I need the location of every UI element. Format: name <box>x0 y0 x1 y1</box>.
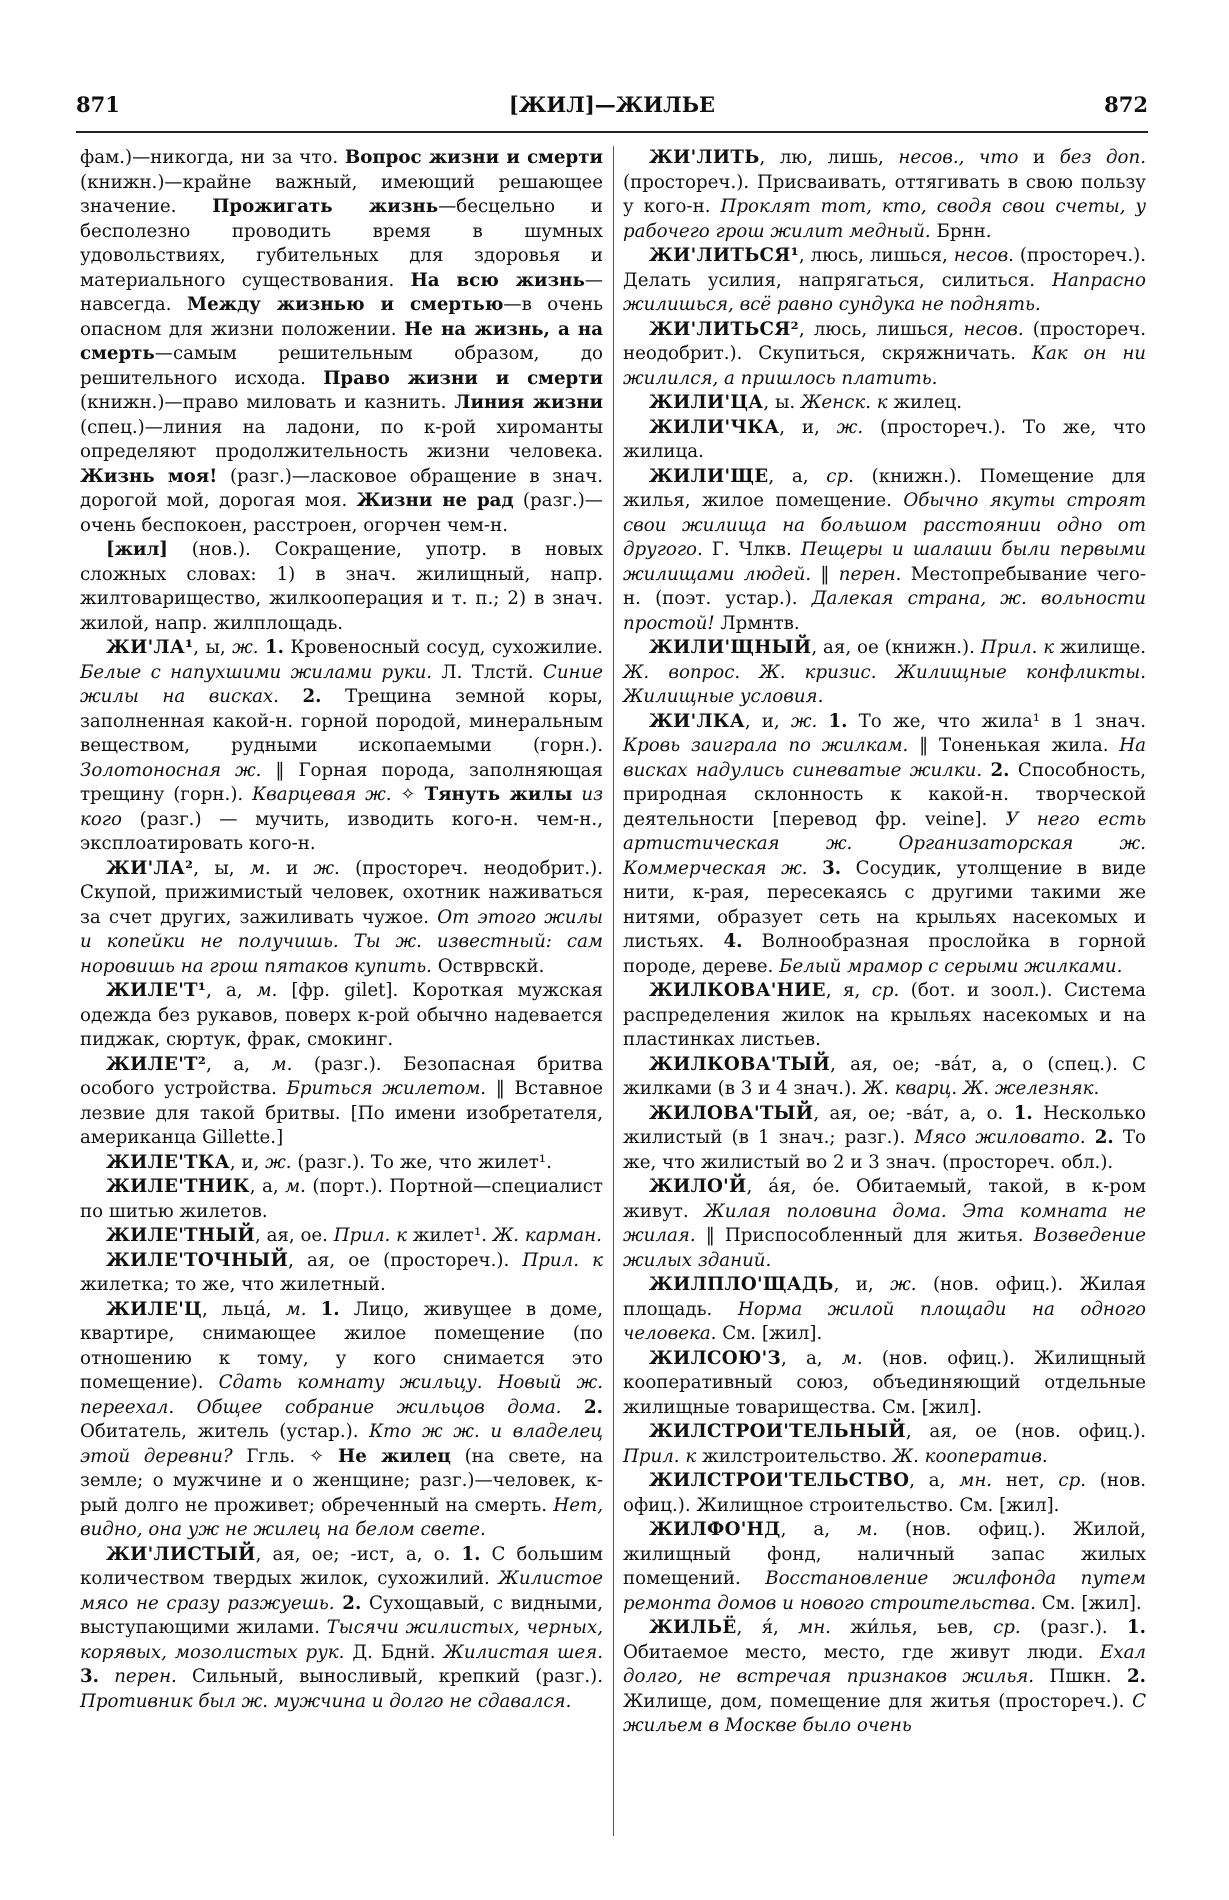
entry-text: (простореч. неодобрит.). Скупой, прижимистый человек, охотник наживаться за счет других, зажиливать чужое. <box>80 857 604 928</box>
dictionary-entry <box>80 1224 603 1249</box>
running-head: [ЖИЛ]—ЖИЛЬЕ <box>508 91 716 117</box>
dictionary-entry <box>623 416 1146 465</box>
entry-text: 1. <box>828 710 848 732</box>
headword: ЖИЛЬЁ <box>649 1617 737 1638</box>
headword: ЖИЛФО'НД <box>649 1519 781 1540</box>
entry-text: Несколько жилистый (в 1 знач.; разг.). <box>623 1102 1146 1148</box>
entry-text: См. [жил]. <box>1035 1592 1142 1614</box>
entry-text: С большим количеством твердых жилок, сухожилий. <box>80 1543 604 1589</box>
entry-text: ‖ Вставное лезвие для такой бритвы. [По имени изобретателя, американца Gillette.] <box>80 1078 604 1148</box>
entry-text: (разг.). <box>1020 1617 1127 1638</box>
entry-text: —навсегда. <box>80 269 603 315</box>
entry-text: без доп. <box>1059 147 1147 168</box>
headword: ЖИЛЕ'Т² <box>106 1053 207 1075</box>
dictionary-entry <box>623 1469 1146 1518</box>
entry-text: Жилая половина дома. Эта комната не жилая. <box>623 1200 1146 1246</box>
entry-text: , ая, ое; -ва́т, а, о (спец.). С жилками (в 3 и 4 знач.). <box>623 1053 1146 1099</box>
entry-text: Жилистая шея. <box>443 1641 603 1663</box>
entry-text: (разг.). Безопасная бритва особого устройства. <box>80 1053 604 1099</box>
entry-text: Лрмнтв. <box>714 612 800 634</box>
entry-text: , ы. <box>763 392 801 413</box>
entry-text: Л. Тлстй. <box>432 661 543 683</box>
entry-text: , люсь, лишься, <box>798 318 964 340</box>
entry-text: 2. <box>584 1396 603 1418</box>
entry-text: , я, <box>825 980 872 1001</box>
entry-text: Белые с напухшими жилами руки. <box>80 661 433 683</box>
dictionary-entry <box>623 1053 1146 1102</box>
dictionary-entry <box>623 1616 1146 1739</box>
entry-text: жилстроительство. <box>696 1445 893 1467</box>
entry-text: , а, <box>780 1519 858 1540</box>
headword: ЖИЛИ'ЧКА <box>649 416 780 438</box>
entry-text: 1. <box>1127 1617 1146 1638</box>
entry-text: ср. <box>826 465 854 487</box>
headword: ЖИЛКОВА'НИЕ <box>649 980 826 1001</box>
entry-text: , а, <box>768 465 827 487</box>
headword: ЖИ'ЛА¹ <box>106 637 194 658</box>
entry-text: 1. <box>264 637 284 658</box>
entry-text: и <box>270 857 314 879</box>
left-page-number: 871 <box>76 91 120 117</box>
entry-text: м. <box>249 857 271 879</box>
entry-text <box>561 1397 584 1418</box>
dictionary-entry <box>80 1053 603 1151</box>
entry-text: , а, <box>249 1176 286 1197</box>
entry-text: 2. <box>302 686 322 707</box>
entry-text: Кварцевая ж. <box>252 784 392 805</box>
entry-text: фам.)—никогда, ни за что. <box>80 147 345 168</box>
dictionary-entry <box>80 1543 603 1715</box>
entry-text: ср. <box>993 1617 1021 1638</box>
entry-text <box>982 760 990 781</box>
entry-text: Ж. вопрос. Ж. кризис. Жилищные конфликты. Жилищные условия. <box>623 661 1146 707</box>
headword: ЖИЛСОЮ'З <box>649 1347 781 1369</box>
entry-text: жилец. <box>887 392 963 413</box>
entry-text: , ая, ое; -ист, а, о. <box>255 1543 462 1565</box>
entry-text: , и, <box>833 1274 891 1295</box>
entry-text: (простореч. неодобрит.). Скупиться, скряжничать. <box>623 318 1146 364</box>
entry-text: 2. <box>1094 1127 1114 1148</box>
entry-text: Жизнь моя! <box>80 465 218 487</box>
dictionary-entry <box>623 1273 1146 1347</box>
entry-text: Обитаемое место, место, где живут люди. <box>623 1641 1101 1663</box>
entry-text: Сухощавый, с видными, выступающими жилами. <box>80 1592 604 1638</box>
headword: ЖИЛПЛО'ЩАДЬ <box>649 1274 834 1295</box>
dictionary-entry <box>623 1420 1146 1469</box>
entry-text: То же, что жила¹ в 1 знач. <box>847 710 1146 732</box>
entry-text: Вопрос жизни и смерти <box>344 147 603 168</box>
entry-text: , и, <box>744 710 791 732</box>
headword: ЖИЛЕ'Т¹ <box>106 980 207 1001</box>
entry-text: —бесцельно и бесполезно проводить время в шумных удовольствиях, губительных для здоровья и материального существования. <box>80 196 604 291</box>
entry-text: ж. <box>790 710 818 732</box>
dictionary-entry <box>80 636 603 857</box>
entry-text: Бриться жилетом. <box>286 1078 487 1099</box>
headword: ЖИ'ЛА² <box>106 857 194 879</box>
entry-text <box>279 686 303 707</box>
entry-text: Пшкн. <box>1034 1666 1128 1687</box>
entry-text: ‖ Горная порода, заполняющая трещину (горн.). <box>80 759 603 805</box>
headword: ЖИ'ЛИСТЫЙ <box>106 1543 256 1565</box>
entry-text: м. <box>256 980 278 1001</box>
entry-text: ✧ <box>391 784 425 805</box>
entry-text: 3. <box>822 857 842 879</box>
entry-text: , а́я, о́е. Обитаемый, такой, в к-ром живут. <box>623 1176 1146 1222</box>
entry-text: несов. <box>953 245 1014 266</box>
entry-text: Напрасно жилишься, всё равно сундука не поднять. <box>623 269 1146 315</box>
headword: ЖИ'ЛКА <box>649 710 745 732</box>
right-column <box>623 146 1146 1739</box>
entry-text: (спец.)—линия на ладони, по к-рой хироманты определяют продолжительность жизни человека. <box>80 416 603 462</box>
entry-text: , ы, <box>193 637 233 658</box>
entry-text: Кровь заиграла по жилкам. <box>623 735 909 756</box>
headword: ЖИЛКОВА'ТЫЙ <box>649 1053 831 1075</box>
entry-text: То же, что жилистый во 2 и 3 знач. (простореч. обл.). <box>623 1127 1146 1173</box>
entry-text: Тянуть жилы <box>424 784 573 805</box>
entry-text: От этого жилы и копейки не получишь. Ты ж. известный: сам норовишь на грош пятаков купить. <box>80 906 603 977</box>
entry-text: Золотоносная ж. <box>80 759 262 781</box>
dictionary-entry <box>80 146 603 538</box>
headword: ЖИЛО'Й <box>649 1176 747 1197</box>
entry-text: несов. <box>963 318 1024 340</box>
entry-text: и <box>1018 147 1060 168</box>
entry-text: У него есть артистическая ж. Организаторская ж. Коммерческая ж. <box>623 808 1146 879</box>
entry-text: Ж. кооператив. <box>892 1445 1048 1467</box>
entry-text: , я́, <box>736 1617 799 1638</box>
entry-text: Обитатель, житель (устар.). <box>80 1421 370 1442</box>
entry-text <box>1086 1127 1095 1148</box>
entry-text <box>99 1666 114 1687</box>
entry-text: Брнн. <box>930 220 992 242</box>
entry-text: ж. <box>313 857 340 879</box>
headword: ЖИЛИ'ЩЕ <box>649 465 769 487</box>
entry-text <box>817 711 828 732</box>
entry-text: ‖ <box>811 563 839 585</box>
headword: ЖИ'ЛИТЬСЯ¹ <box>649 245 799 266</box>
dictionary-entry <box>623 1175 1146 1273</box>
headword: ЖИЛСТРОИ'ТЕЛЬСТВО <box>649 1470 910 1491</box>
entry-text: жи́лья, ьев, <box>830 1617 994 1638</box>
entry-text: Жизни не рад <box>356 490 514 511</box>
entry-text: Трещина земной коры, заполненная какой-н. горной породой, минеральным веществом, рудными ископаемыми (горн.). <box>80 686 603 756</box>
entry-text: —самым решительным образом, до решительного исхода. <box>80 343 603 389</box>
entry-text: м. <box>841 1347 863 1369</box>
entry-text: См. [жил]. <box>716 1323 823 1344</box>
entry-text: (нов. офиц.). Жилищный кооперативный союз, объединяющий отдельные жилищные товарищества. См. [жил]. <box>623 1347 1146 1418</box>
headword: ЖИЛЕ'ТОЧНЫЙ <box>106 1249 289 1271</box>
entry-text: (разг.). То же, что жилет¹. <box>291 1151 552 1173</box>
entry-text: Женск. к <box>800 392 888 413</box>
entry-text: На висках надулись синеватые жилки. <box>623 735 1146 781</box>
entry-text: Ехал долго, не встречая признаков жилья. <box>623 1641 1146 1687</box>
entry-text: м. <box>271 1053 293 1075</box>
entry-text: Сильный, выносливый, крепкий (разг.). <box>176 1666 603 1687</box>
right-page-number: 872 <box>1104 91 1148 117</box>
entry-text: ср. <box>871 980 900 1001</box>
entry-text: Возведение жилых зданий. <box>623 1225 1146 1271</box>
entry-text: перен. <box>114 1666 177 1687</box>
entry-text: Не на жизнь, а на смерть <box>80 318 604 364</box>
entry-text: Прил. к <box>623 1445 697 1467</box>
left-column <box>80 146 603 1714</box>
entry-text: На всю жизнь <box>410 269 585 291</box>
entry-text: Способность, природная склонность к какой-н. творческой деятельности [перевод фр. veine]. <box>623 759 1146 830</box>
dictionary-entry <box>623 318 1146 392</box>
entry-text: (разг.)—очень беспокоен, расстроен, огорчен чем-н. <box>80 490 603 536</box>
entry-text: —в очень опасном для жизни положении. <box>80 294 603 340</box>
entry-text: Г. Члкв. <box>702 539 801 560</box>
headword: ЖИЛСТРОИ'ТЕЛЬНЫЙ <box>649 1421 906 1442</box>
entry-text: Д. Бднй. <box>344 1641 444 1663</box>
headword: ЖИЛОВА'ТЫЙ <box>649 1102 814 1124</box>
entry-text: Прил. к <box>980 637 1055 658</box>
entry-text: Местопребывание чего-н. (поэт. устар.). <box>623 563 1146 609</box>
entry-text: 1. <box>461 1543 481 1565</box>
dictionary-entry <box>623 465 1146 637</box>
entry-text: , и, <box>779 416 837 438</box>
entry-text: Противник был ж. мужчина и долго не сдавался. <box>80 1690 572 1712</box>
entry-text: 2. <box>990 759 1010 781</box>
entry-text <box>808 858 823 879</box>
entry-text: Восстановление жилфонда путем ремонта домов и нового строительства. <box>623 1568 1146 1614</box>
entry-text: Тысячи жилистых, черных, корявых, мозолистых рук. <box>80 1617 603 1663</box>
dictionary-entry <box>80 1298 603 1543</box>
dictionary-entry <box>623 1347 1146 1421</box>
entry-text: Как он ни жилился, а пришлось платить. <box>623 343 1147 389</box>
entry-text: (простореч.). Делать усилия, напрягаться, силиться. <box>623 245 1146 291</box>
dictionary-entry <box>80 1151 603 1176</box>
entry-text: , лю, лишь, <box>759 147 899 168</box>
entry-text: (на свете, на земле; о мужчине и о женщине; разг.)—человек, к-рый долго не проживет; обреченный на смерть. <box>80 1445 603 1516</box>
entry-text: [фр. gilet]. Короткая мужская одежда без рукавов, поверх к-рой обычно надевается пиджак, сюртук, фрак, смокинг. <box>80 980 604 1050</box>
entry-text: Право жизни и смерти <box>323 367 603 389</box>
entry-text: [жил] <box>106 539 168 560</box>
entry-text: ср. <box>1058 1470 1087 1491</box>
entry-text: 2. <box>1127 1666 1147 1687</box>
page-header <box>76 84 1148 124</box>
entry-text: 2. <box>342 1592 362 1614</box>
entry-text: , ая, ое (простореч.). <box>288 1249 523 1271</box>
entry-text <box>307 1299 321 1320</box>
dictionary-entry <box>623 1102 1146 1176</box>
entry-text: ж. <box>232 637 259 658</box>
entry-text: (книжн.)—право миловать и казнить. <box>80 392 455 413</box>
entry-text: м. <box>857 1519 878 1540</box>
entry-text: , люсь, лишься, <box>798 245 954 266</box>
headword: ЖИЛИ'ЩНЫЙ <box>649 637 812 658</box>
dictionary-entry <box>623 146 1146 244</box>
dictionary-entry <box>80 857 603 980</box>
entry-text: Синие жилы на висках. <box>80 661 603 707</box>
entry-text: мн. <box>959 1470 993 1491</box>
headword: ЖИЛЕ'ТКА <box>106 1151 230 1173</box>
entry-text: Обычно якуты строят свои жилища на большом расстоянии одно от другого. <box>623 490 1146 560</box>
headword: ЖИ'ЛИТЬ <box>649 147 760 168</box>
entry-text: м. <box>285 1176 306 1197</box>
dictionary-entry <box>80 1249 603 1298</box>
column-divider <box>613 146 614 1836</box>
entry-text: Линия жизни <box>454 392 604 413</box>
entry-text: Кто ж ж. и владелец этой деревни? <box>80 1421 603 1467</box>
entry-text: (простореч.). Присваивать, оттягивать в свою пользу у кого-н. <box>623 171 1146 217</box>
entry-text: перен. <box>838 563 902 585</box>
entry-text: Ж. кварц. Ж. железняк. <box>862 1078 1100 1099</box>
dictionary-entry <box>623 979 1146 1053</box>
entry-text: Сдать комнату жильцу. Новый ж. переехал. Общее собрание жильцов дома. <box>80 1372 603 1418</box>
entry-text: , ая, ое. <box>255 1225 334 1246</box>
entry-text: Норма жилой площади на одного человека. <box>623 1298 1146 1344</box>
entry-text: (бот. и зоол.). Система распределения жилок на крыльях насекомых и на пластинках листьев. <box>623 980 1146 1050</box>
entry-text: Волнообразная прослойка в горной породе, дереве. <box>623 931 1146 977</box>
entry-text: , и, <box>229 1151 266 1173</box>
entry-text: Прил. к <box>522 1249 603 1271</box>
entry-text: Прожигать жизнь <box>212 196 439 217</box>
entry-text: Ггль. ✧ <box>232 1445 339 1467</box>
entry-text: , а, <box>206 1053 272 1075</box>
entry-text: Далекая страна, ж. вольности простой! <box>623 588 1146 634</box>
entry-text: Лицо, живущее в доме, квартире, снимающее жилое помещение (по отношению к тому, у кого снимается это помещение). <box>80 1298 603 1393</box>
headword: ЖИЛЕ'ТНИК <box>106 1176 250 1197</box>
entry-text: 1. <box>1013 1102 1033 1124</box>
entry-text: из кого <box>80 784 603 830</box>
headword: ЖИЛИ'ЦА <box>649 392 764 413</box>
entry-text: жилетка; то же, что жилетный. <box>80 1274 386 1295</box>
dictionary-entry <box>623 636 1146 710</box>
entry-text: Между жизнью и смертью <box>186 294 504 315</box>
entry-text: , а, <box>909 1470 960 1491</box>
dictionary-entry <box>623 710 1146 980</box>
entry-text: (разг.) — мучить, изводить кого-н. чем-н., эксплоатировать кого-н. <box>80 808 603 854</box>
entry-text: (нов.). Сокращение, употр. в новых сложных словах: 1) в знач. жилищный, напр. жилтоварищество, жилкооперация и т. п.; 2) в знач. жилой, напр. жилплощадь. <box>80 539 603 634</box>
entry-text: 4. <box>723 931 743 952</box>
entry-text: (простореч.). То же, что жилица. <box>623 416 1146 462</box>
entry-text: (порт.). Портной—специалист по шитью жилетов. <box>80 1176 603 1222</box>
entry-text: Мясо жиловато. <box>914 1127 1086 1148</box>
header-rule <box>76 131 1148 133</box>
headword: ЖИ'ЛИТЬСЯ² <box>649 318 799 340</box>
entry-text: несов., что <box>898 147 1019 168</box>
headword: ЖИЛЕ'ТНЫЙ <box>106 1225 256 1246</box>
dictionary-entry <box>623 391 1146 416</box>
entry-text: нет, <box>992 1470 1059 1491</box>
dictionary-entry <box>80 1175 603 1224</box>
entry-text: Жилище, дом, помещение для житья (простореч.). <box>623 1690 1133 1712</box>
entry-text: ‖ Приспособленный для житья. <box>695 1225 1034 1246</box>
entry-text: , а, <box>780 1347 842 1369</box>
entry-text: , льца́, <box>201 1298 286 1320</box>
dictionary-entry <box>623 244 1146 318</box>
entry-text: Белый мрамор с серыми жилками. <box>779 955 1123 977</box>
entry-text: Прил. к <box>333 1225 407 1246</box>
entry-text: 1. <box>320 1298 340 1320</box>
entry-text: ж. <box>890 1274 917 1295</box>
entry-text: ж. <box>836 416 864 438</box>
entry-text: м. <box>285 1298 307 1320</box>
entry-text: Нет, видно, она уж не жилец на белом свете. <box>80 1494 603 1540</box>
entry-text: Пещеры и шалаши были первыми жилищами людей. <box>623 539 1146 585</box>
entry-text: (нов. офиц.). Жилищное строительство. См. [жил]. <box>623 1470 1146 1516</box>
entry-text: (книжн.). Помещение для жилья, жилое помещение. <box>623 465 1146 511</box>
entry-text: Жилистое мясо не сразу разжуешь. <box>80 1568 603 1614</box>
entry-text: жилище. <box>1054 637 1146 658</box>
entry-text: , ы, <box>193 857 250 879</box>
entry-text: (нов. офиц.). Жилой, жилищный фонд, наличный запас жилых помещений. <box>623 1519 1146 1589</box>
entry-text: (разг.)—ласковое обращение в знач. дорогой мой, дорогая моя. <box>80 465 604 511</box>
entry-text: Кровеносный сосуд, сухожилие. <box>283 637 603 658</box>
dictionary-entry <box>80 979 603 1053</box>
entry-text: 3. <box>80 1666 99 1687</box>
entry-text: Остврвскй. <box>431 955 545 977</box>
entry-text: , а, <box>206 980 257 1001</box>
entry-text: ‖ Тоненькая жила. <box>908 735 1120 756</box>
entry-text: (книжн.)—крайне важный, имеющий решающее значение. <box>80 171 603 217</box>
entry-text: Ж. карман. <box>492 1225 602 1246</box>
entry-text: Сосудик, утолщение в виде нити, к-рая, пересекаясь с другими такими же нитями, образует сеть на крыльях насекомых и листьях. <box>623 857 1146 952</box>
headword: ЖИЛЕ'Ц <box>106 1298 202 1320</box>
entry-text: (нов. офиц.). Жилая площадь. <box>623 1274 1146 1320</box>
entry-text: , ая, ое (книжн.). <box>811 637 981 658</box>
entry-text: Не жилец <box>338 1445 451 1467</box>
entry-text: мн. <box>798 1617 831 1638</box>
dictionary-entry <box>80 538 603 636</box>
entry-text: С жильем в Москве было очень <box>623 1690 1146 1736</box>
entry-text: жилет¹. <box>406 1225 493 1246</box>
entry-text: , ая, ое; -ва́т, а, о. <box>813 1102 1014 1124</box>
entry-text: , ая, ое (нов. офиц.). <box>905 1421 1146 1442</box>
dictionary-entry <box>623 1518 1146 1616</box>
entry-text: ж. <box>265 1151 292 1173</box>
entry-text: Проклят тот, кто, сводя свои счеты, у рабочего грош жилит медный. <box>623 196 1147 242</box>
